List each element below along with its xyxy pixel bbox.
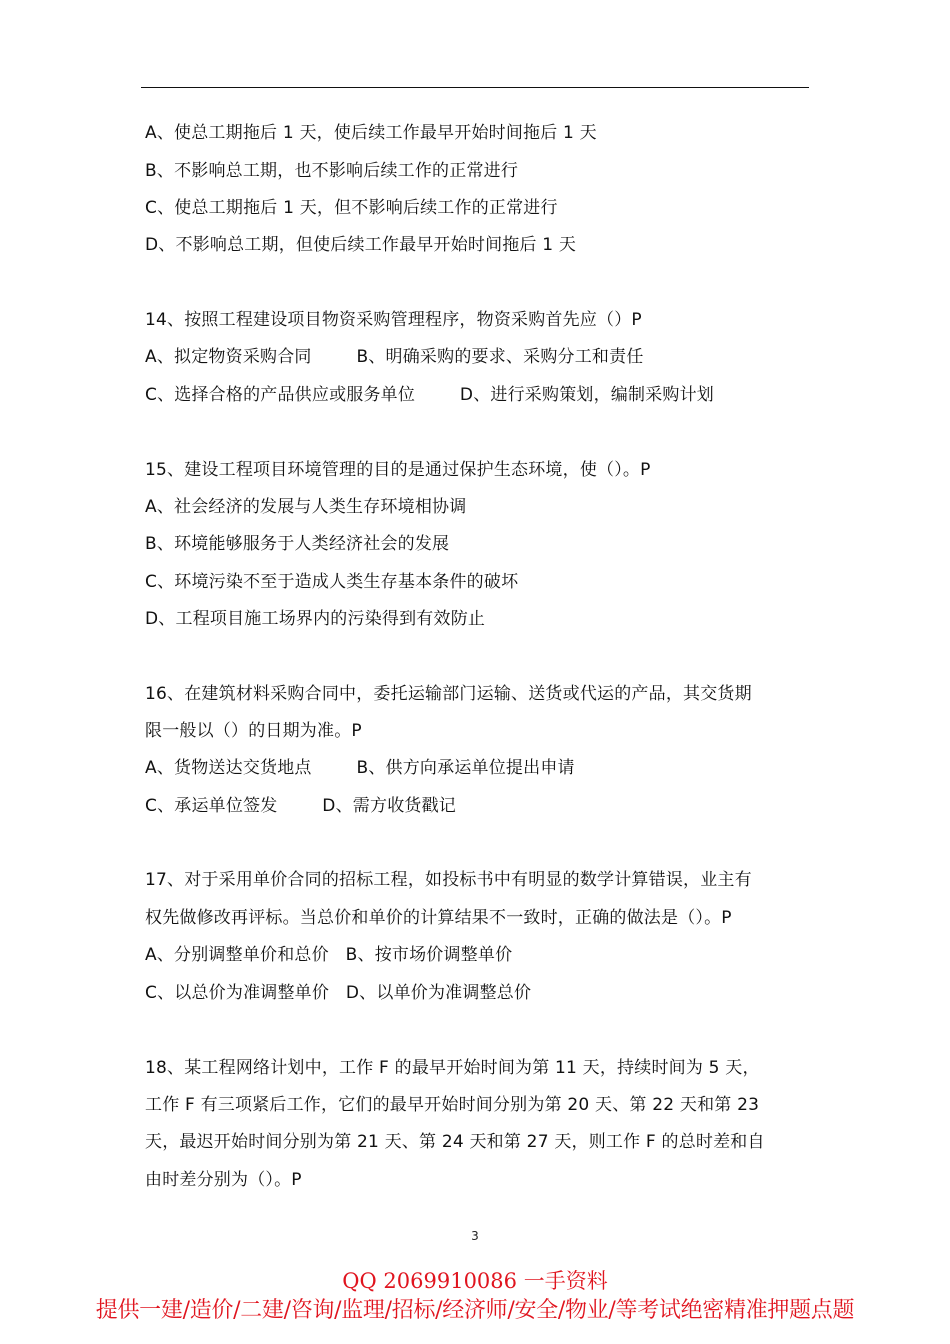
option-line: B、不影响总工期，也不影响后续工作的正常进行 [145, 161, 519, 181]
question-16: 16、在建筑材料采购合同中，委托运输部门运输、送货或代运的产品，其交货期 [145, 684, 752, 704]
option-line: A、社会经济的发展与人类生存环境相协调 [145, 497, 467, 517]
option-line: C、选择合格的产品供应或服务单位 D、进行采购策划，编制采购计划 [145, 385, 714, 405]
question-15: 15、建设工程项目环境管理的目的是通过保护生态环境，使（）。P [145, 460, 651, 480]
question-18-cont: 由时差分别为（）。P [145, 1170, 302, 1190]
option-line: B、环境能够服务于人类经济社会的发展 [145, 534, 450, 554]
option-line: A、分别调整单价和总价 B、按市场价调整单价 [145, 945, 513, 965]
option-line: C、承运单位签发 D、需方收货戳记 [145, 796, 456, 816]
option-line: C、使总工期拖后 1 天，但不影响后续工作的正常进行 [145, 198, 558, 218]
header-rule [141, 87, 809, 88]
option-line: C、以总价为准调整单价 D、以单价为准调整总价 [145, 983, 532, 1003]
option-line: A、货物送达交货地点 B、供方向承运单位提出申请 [145, 758, 575, 778]
question-18-cont: 工作 F 有三项紧后工作，它们的最早开始时间分别为第 20 天、第 22 天和第 23 [145, 1095, 760, 1115]
question-17: 17、对于采用单价合同的招标工程，如投标书中有明显的数学计算错误，业主有 [145, 870, 752, 890]
option-line: A、拟定物资采购合同 B、明确采购的要求、采购分工和责任 [145, 347, 644, 367]
question-17-cont: 权先做修改再评标。当总价和单价的计算结果不一致时，正确的做法是（）。P [145, 908, 732, 928]
footer-promo-qq: QQ 2069910086 一手资料 [342, 1269, 608, 1293]
page-number: 3 [471, 1229, 479, 1243]
question-14: 14、按照工程建设项目物资采购管理程序，物资采购首先应（）P [145, 310, 642, 330]
question-16-cont: 限一般以（）的日期为准。P [145, 721, 362, 741]
option-line: D、工程项目施工场界内的污染得到有效防止 [145, 609, 486, 629]
option-line: A、使总工期拖后 1 天，使后续工作最早开始时间拖后 1 天 [145, 123, 597, 143]
option-line: C、环境污染不至于造成人类生存基本条件的破坏 [145, 572, 519, 592]
option-line: D、不影响总工期，但使后续工作最早开始时间拖后 1 天 [145, 235, 577, 255]
footer-promo-text: 提供一建/造价/二建/咨询/监理/招标/经济师/安全/物业/等考试绝密精准押题点题 [95, 1298, 855, 1323]
question-18: 18、某工程网络计划中，工作 F 的最早开始时间为第 11 天，持续时间为 5 天， [145, 1058, 760, 1078]
question-18-cont: 天，最迟开始时间分别为第 21 天、第 24 天和第 27 天，则工作 F 的总时差和自 [145, 1132, 765, 1152]
